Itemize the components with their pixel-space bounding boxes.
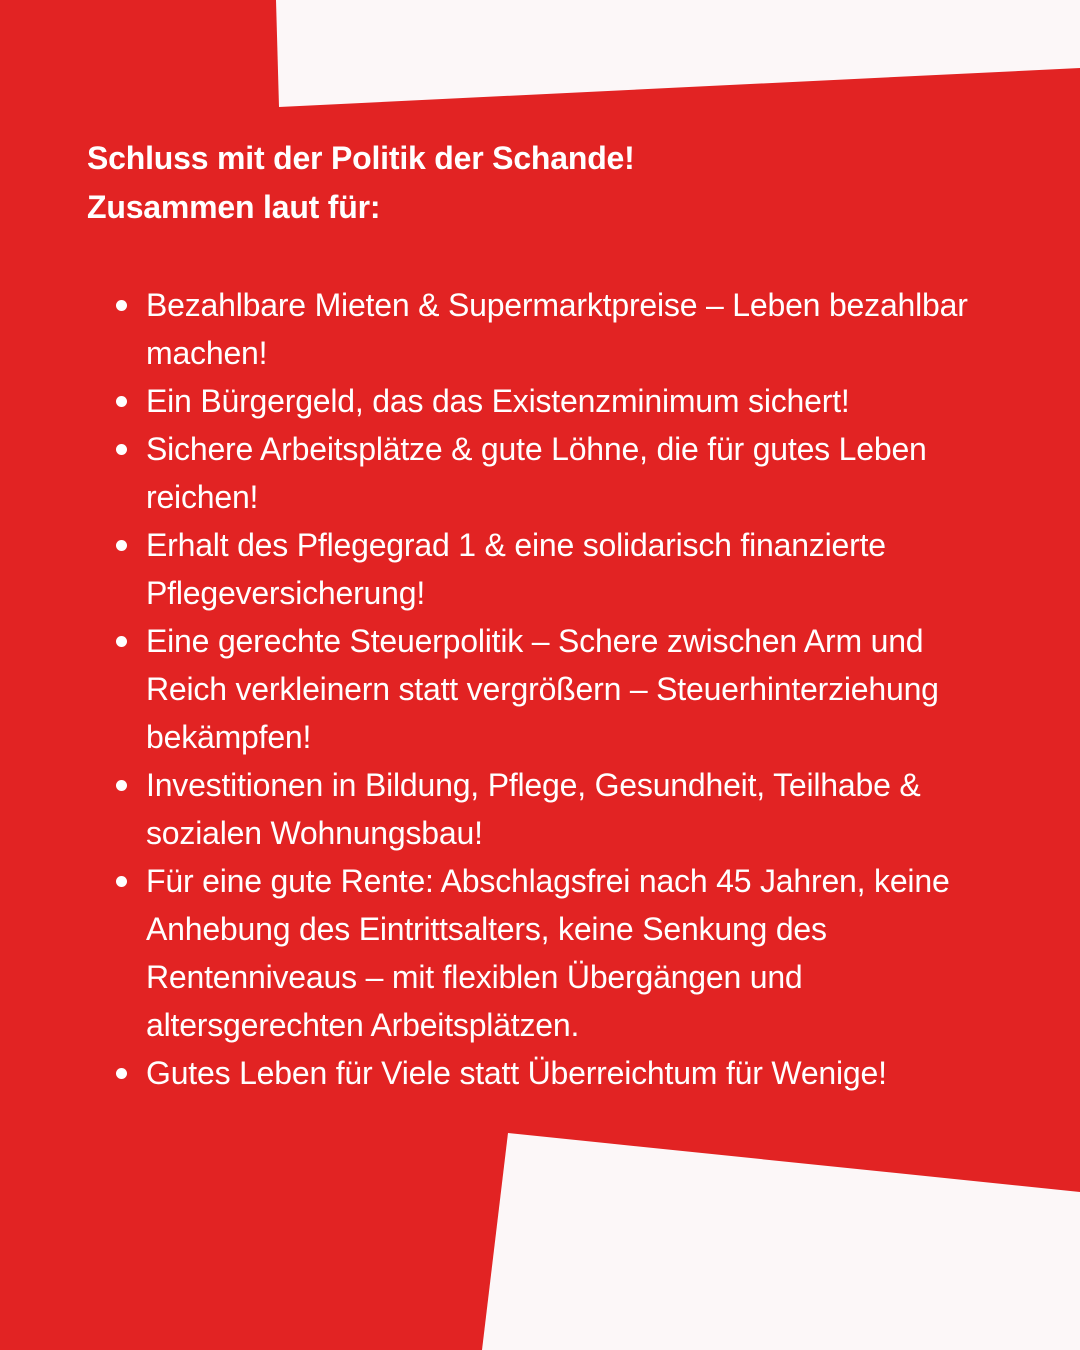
headline-line-1: Schluss mit der Politik der Schande!	[87, 140, 635, 176]
list-item	[87, 425, 1007, 521]
bullet-icon	[116, 444, 127, 455]
list-item-text: Ein Bürgergeld, das das Existenzminimum sichert!	[146, 383, 850, 419]
bullet-icon	[116, 1068, 127, 1079]
bullet-icon	[116, 540, 127, 551]
list-item	[87, 617, 1007, 761]
list-item-text: Eine gerechte Steuerpolitik – Schere zwischen Arm und Reich verkleinern statt vergrößern – Steuerhinterziehung bekämpfen!	[146, 623, 939, 755]
list-item-text: Gutes Leben für Viele statt Überreichtum für Wenige!	[146, 1055, 887, 1091]
bullet-icon	[116, 636, 127, 647]
list-item	[87, 521, 1007, 617]
list-item-text: Bezahlbare Mieten & Supermarktpreise – Leben bezahlbar machen!	[146, 287, 968, 371]
list-item-text: Sichere Arbeitsplätze & gute Löhne, die für gutes Leben reichen!	[146, 431, 927, 515]
bullet-icon	[116, 396, 127, 407]
list-item	[87, 281, 1007, 377]
list-item	[87, 857, 1007, 1049]
list-item-text: Investitionen in Bildung, Pflege, Gesundheit, Teilhabe & sozialen Wohnungsbau!	[146, 767, 921, 851]
bullet-icon	[116, 300, 127, 311]
list-item	[87, 377, 1007, 425]
list-item	[87, 761, 1007, 857]
demands-list	[87, 281, 1007, 1097]
bullet-icon	[116, 876, 127, 887]
headline	[87, 134, 1007, 232]
list-item-text: Für eine gute Rente: Abschlagsfrei nach 45 Jahren, keine Anhebung des Eintrittsalters, keine Senkung des Rentenniveaus – mit flexiblen Übergängen und altersgerechten Arbeitsplätzen.	[146, 863, 950, 1043]
list-item-text: Erhalt des Pflegegrad 1 & eine solidarisch finanzierte Pflegeversicherung!	[146, 527, 886, 611]
main-content	[87, 134, 1007, 1097]
bullet-icon	[116, 780, 127, 791]
list-item	[87, 1049, 1007, 1097]
headline-line-2: Zusammen laut für:	[87, 189, 381, 225]
